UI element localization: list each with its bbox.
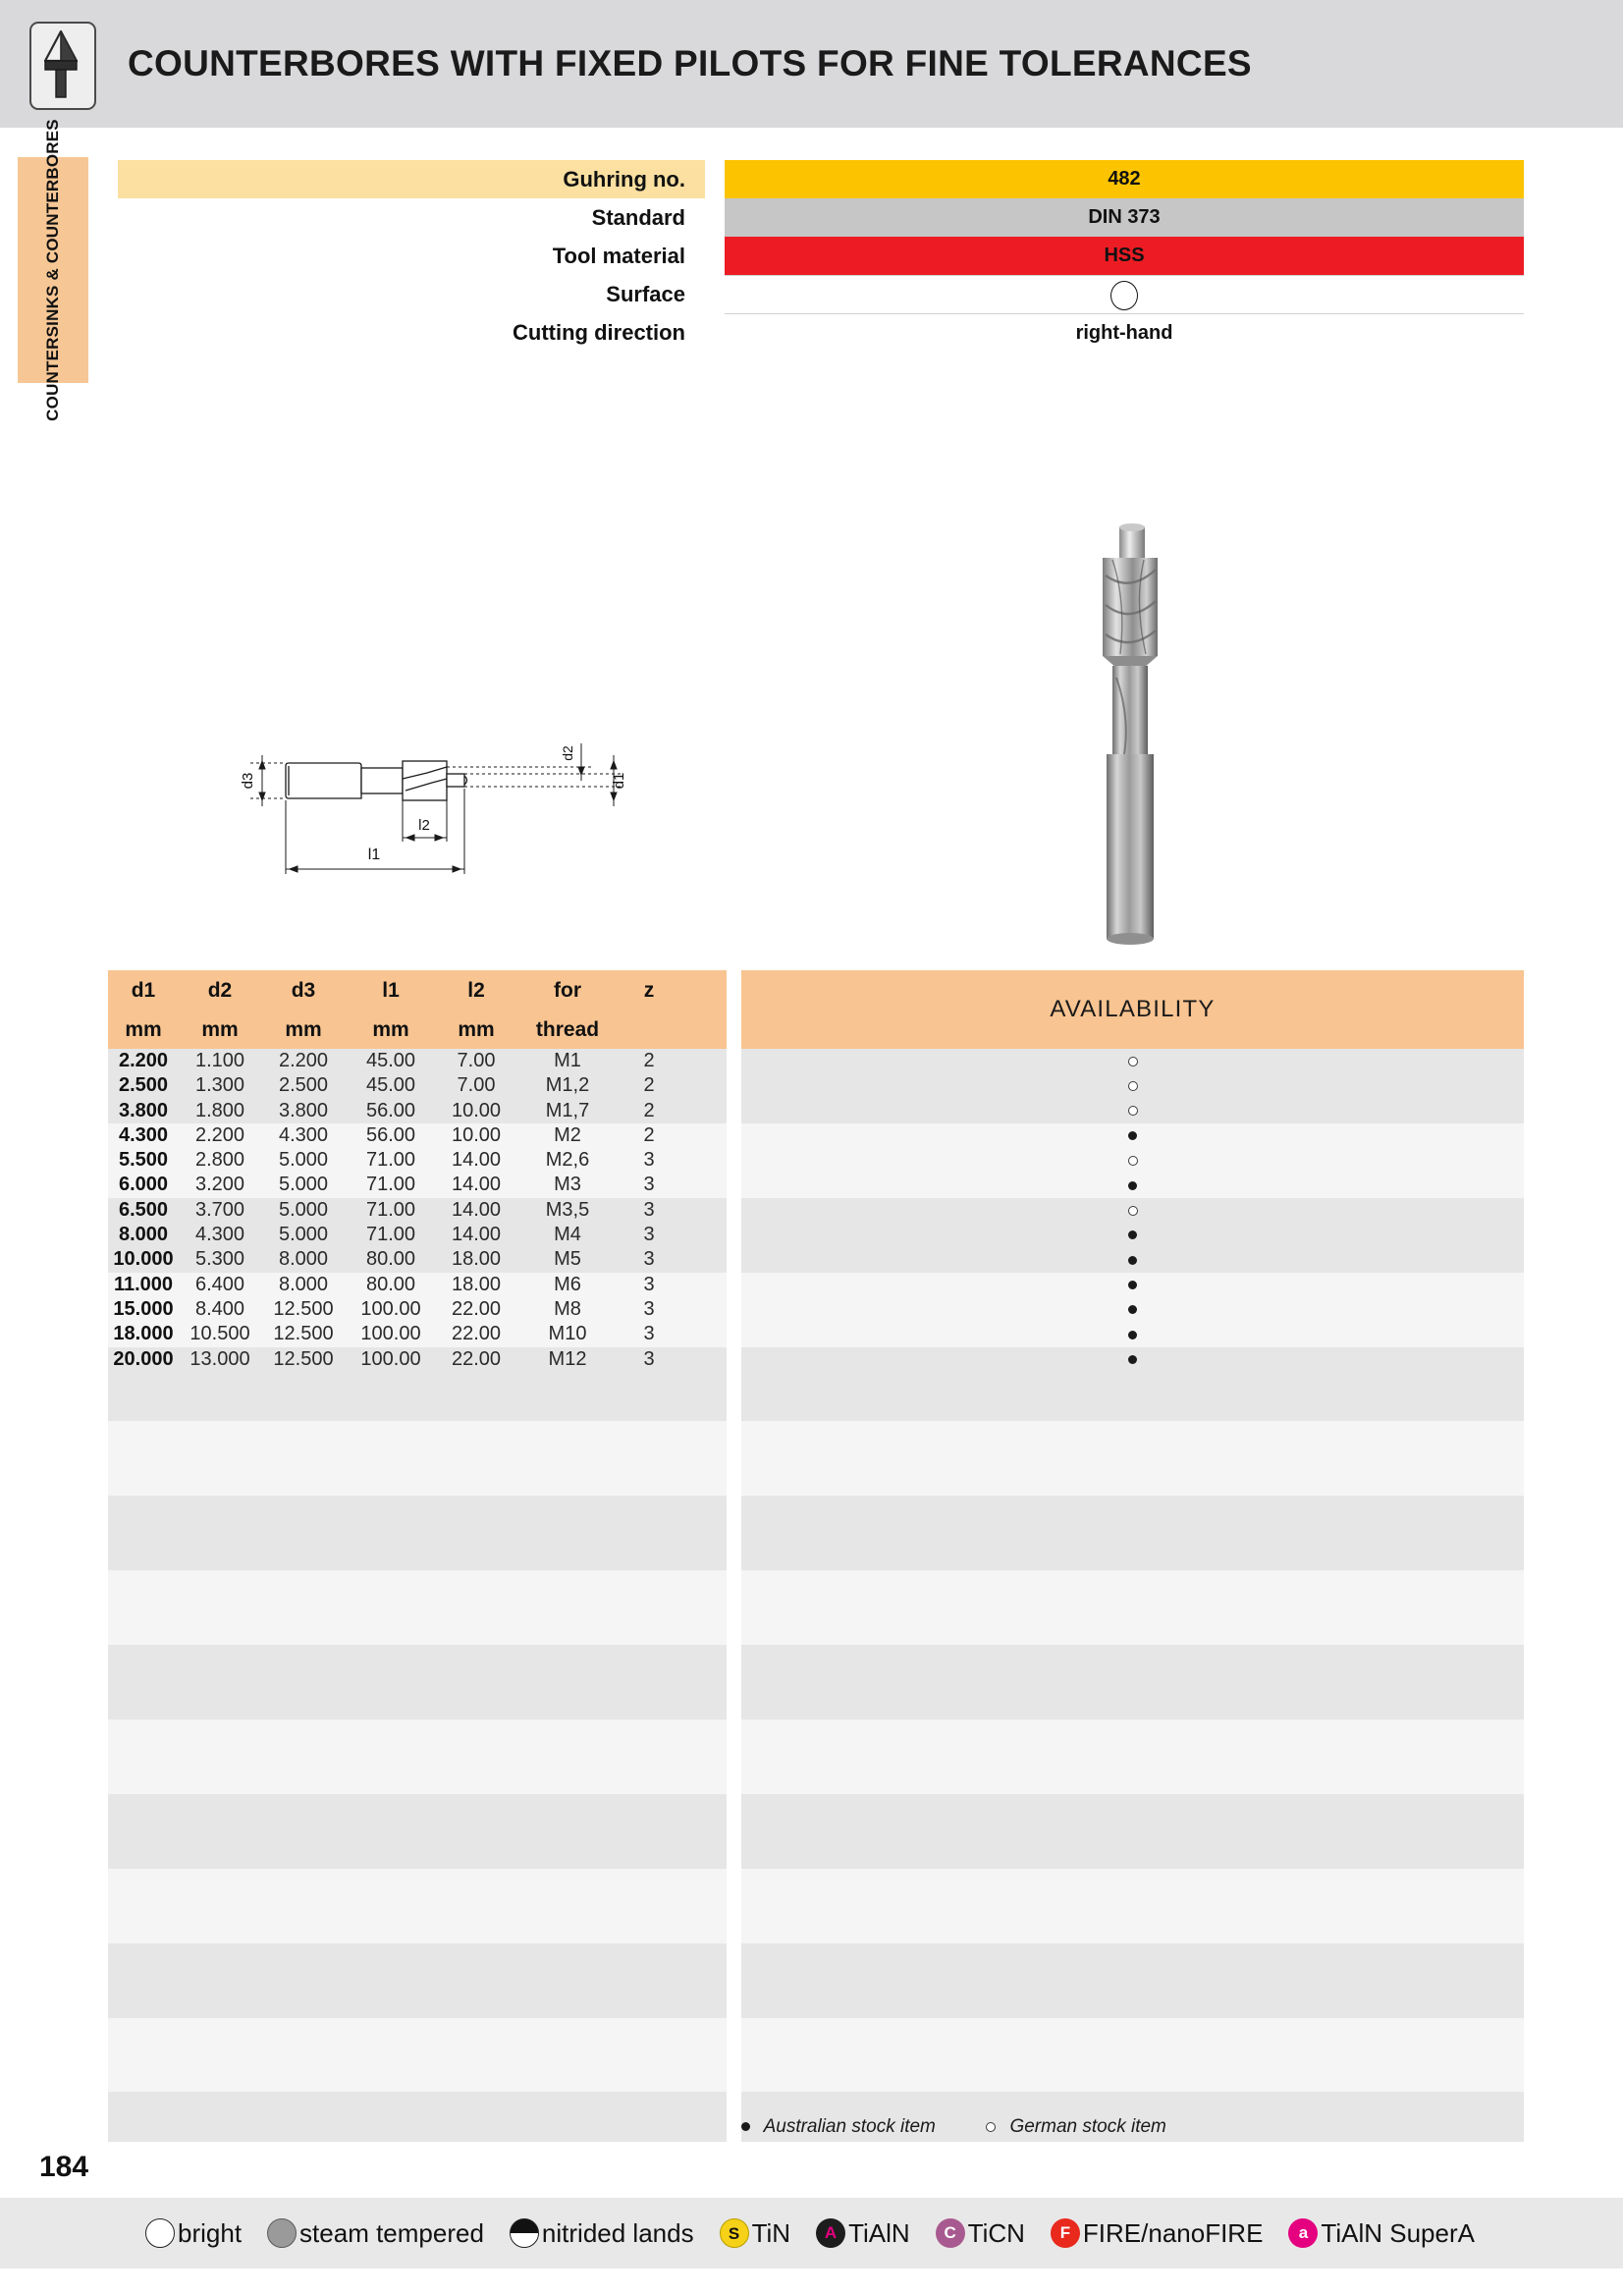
table-row-empty <box>108 2117 727 2142</box>
cell-d1: 11.000 <box>113 1273 174 1295</box>
table-row-empty <box>108 1968 727 1993</box>
coating-legend-item-ticn <box>936 2198 1025 2269</box>
column-unit-5: thread <box>535 1018 600 1041</box>
spec-row-standard <box>118 198 1524 237</box>
cell-l1: 45.00 <box>365 1050 416 1071</box>
cell-d1: 6.500 <box>118 1198 169 1221</box>
filled-dot-icon <box>1128 1256 1137 1265</box>
cell-for: M12 <box>548 1347 587 1370</box>
cell-z: 2 <box>643 1099 655 1121</box>
availability-row-empty <box>741 1943 1524 1968</box>
cell-d1: 15.000 <box>113 1297 174 1320</box>
availability-row-empty <box>741 1844 1524 1869</box>
cell-d1: 4.300 <box>118 1123 169 1146</box>
table-row-empty <box>108 1844 727 1869</box>
open-dot-icon <box>1128 1081 1138 1091</box>
cell-l1: 56.00 <box>365 1123 416 1146</box>
tin-badge-icon: S <box>720 2218 749 2248</box>
cell-l1: 100.00 <box>360 1297 421 1320</box>
column-header-l2: l2 <box>467 979 485 1002</box>
coating-legend-item-fire-nanofire <box>1051 2198 1264 2269</box>
cell-for: M2 <box>554 1123 581 1146</box>
countersink-tool-icon <box>29 22 96 110</box>
cell-l1: 100.00 <box>360 1323 421 1345</box>
spec-row-cutting-direction <box>118 313 1524 352</box>
table-row-empty <box>108 1596 727 1620</box>
table-row-empty <box>108 2092 727 2116</box>
availability-row <box>741 1347 1524 1372</box>
spec-value-tool-material: HSS <box>725 237 1524 275</box>
cell-l2: 22.00 <box>451 1323 502 1345</box>
section-tab-countersinks-counterbores[interactable] <box>18 119 88 421</box>
page-header <box>0 0 1623 128</box>
spec-value-cutting-direction: right-hand <box>725 313 1524 353</box>
cell-d1: 10.000 <box>113 1248 174 1271</box>
availability-row-empty <box>741 1669 1524 1694</box>
supera-badge-icon: a <box>1288 2218 1318 2248</box>
cell-d1: 20.000 <box>113 1347 174 1370</box>
cell-z: 2 <box>643 1123 655 1146</box>
cell-d3: 2.200 <box>278 1050 329 1071</box>
table-row-empty <box>108 1744 727 1769</box>
cell-d3: 12.500 <box>273 1347 334 1370</box>
cell-l1: 71.00 <box>365 1174 416 1196</box>
availability-row-empty <box>741 1918 1524 1942</box>
spec-label: Standard <box>591 205 685 230</box>
availability-row-empty <box>741 1869 1524 1893</box>
coating-legend-label: TiAlN <box>848 2218 910 2248</box>
filled-dot-icon <box>1128 1331 1137 1339</box>
availability-row <box>741 1273 1524 1297</box>
cell-l1: 80.00 <box>365 1248 416 1271</box>
cell-l2: 14.00 <box>451 1198 502 1221</box>
coating-legend-label: FIRE/nanoFIRE <box>1082 2218 1264 2248</box>
cell-d1: 8.000 <box>118 1224 169 1246</box>
availability-row-empty <box>741 1695 1524 1720</box>
availability-row <box>741 1173 1524 1197</box>
cell-z: 3 <box>643 1174 655 1196</box>
availability-row-empty <box>741 1471 1524 1496</box>
cell-z: 3 <box>643 1323 655 1345</box>
cell-for: M1,7 <box>545 1099 590 1121</box>
cell-z: 2 <box>643 1074 655 1097</box>
dim-label-d3: d3 <box>240 772 256 790</box>
availability-row-empty <box>741 1744 1524 1769</box>
cell-d2: 5.300 <box>194 1248 245 1271</box>
coating-legend-label: TiAlN SuperA <box>1321 2218 1475 2248</box>
table-row-empty <box>108 1471 727 1496</box>
table-row-empty <box>108 1546 727 1570</box>
availability-header: AVAILABILITY <box>741 970 1524 1049</box>
availability-row-empty <box>741 1720 1524 1744</box>
table-row-empty <box>108 1869 727 1893</box>
cell-d1: 6.000 <box>118 1174 169 1196</box>
availability-row <box>741 1148 1524 1173</box>
fire-badge-icon: F <box>1051 2218 1080 2248</box>
cell-d3: 5.000 <box>278 1198 329 1221</box>
bright-circle-icon <box>1110 281 1138 310</box>
availability-row-empty <box>741 1521 1524 1546</box>
filled-dot-icon <box>1128 1230 1137 1239</box>
legend-item-australian <box>741 2116 936 2138</box>
cell-for: M3 <box>554 1174 581 1196</box>
table-row <box>108 1099 727 1123</box>
spec-row-guhring-no <box>118 160 1524 198</box>
availability-row <box>741 1073 1524 1098</box>
cell-d1: 18.000 <box>113 1323 174 1345</box>
cell-z: 3 <box>643 1347 655 1370</box>
legend-label: German stock item <box>1009 2116 1166 2137</box>
cell-d2: 6.400 <box>194 1273 245 1295</box>
cell-d2: 1.800 <box>194 1099 245 1121</box>
filled-dot-icon <box>741 2122 750 2131</box>
table-row-empty <box>108 1421 727 1446</box>
availability-row-empty <box>741 2043 1524 2067</box>
availability-row-empty <box>741 2018 1524 2043</box>
cell-z: 2 <box>643 1050 655 1071</box>
table-row-empty <box>108 2067 727 2092</box>
open-dot-icon <box>1128 1057 1138 1066</box>
cell-d2: 10.500 <box>189 1323 250 1345</box>
availability-table-body <box>741 1049 1524 2142</box>
steam-circle-icon <box>267 2218 297 2248</box>
availability-row-empty <box>741 2067 1524 2092</box>
cell-l1: 45.00 <box>365 1074 416 1097</box>
availability-row-empty <box>741 1546 1524 1570</box>
cell-d3: 5.000 <box>278 1149 329 1172</box>
table-row-empty <box>108 1943 727 1968</box>
table-row-empty <box>108 1521 727 1546</box>
table-row <box>108 1173 727 1197</box>
cell-z: 3 <box>643 1198 655 1221</box>
section-tab-label: COUNTERSINKS & COUNTERBORES <box>43 119 62 421</box>
stock-legend <box>741 2116 1527 2146</box>
cell-l2: 10.00 <box>451 1123 502 1146</box>
ticn-badge-icon: C <box>936 2218 965 2248</box>
cell-for: M8 <box>554 1297 581 1320</box>
table-row <box>108 1123 727 1148</box>
cell-for: M3,5 <box>545 1198 590 1221</box>
coating-legend-item-tin <box>720 2198 790 2269</box>
coating-legend-item-bright <box>145 2198 242 2269</box>
table-header-row-2 <box>108 1011 727 1049</box>
cell-l1: 56.00 <box>365 1099 416 1121</box>
coating-legend-label: TiCN <box>967 2218 1025 2248</box>
cell-d1: 5.500 <box>118 1149 169 1172</box>
dim-label-l1: l1 <box>367 847 381 863</box>
table-row-empty <box>108 1396 727 1421</box>
availability-row-empty <box>741 1993 1524 2017</box>
open-dot-icon <box>986 2122 996 2132</box>
cell-for: M4 <box>554 1224 581 1246</box>
cell-l2: 22.00 <box>451 1347 502 1370</box>
table-row <box>108 1049 727 1073</box>
cell-d1: 2.500 <box>118 1074 169 1097</box>
availability-row-empty <box>741 1794 1524 1819</box>
availability-row-empty <box>741 1770 1524 1794</box>
coating-legend-items <box>145 2198 1500 2269</box>
table-row-empty <box>108 1695 727 1720</box>
dim-label-l2: l2 <box>418 817 430 834</box>
availability-row <box>741 1198 1524 1223</box>
table-row-empty <box>108 1794 727 1819</box>
table-row <box>108 1297 727 1322</box>
cell-d3: 12.500 <box>273 1323 334 1345</box>
legend-item-german <box>986 2116 1166 2138</box>
availability-row-empty <box>741 1372 1524 1396</box>
cell-l1: 71.00 <box>365 1149 416 1172</box>
availability-row-empty <box>741 1496 1524 1520</box>
table-row-empty <box>108 2018 727 2043</box>
cell-z: 3 <box>643 1297 655 1320</box>
cell-d2: 13.000 <box>189 1347 250 1370</box>
cell-d3: 5.000 <box>278 1224 329 1246</box>
column-unit-2: mm <box>285 1018 322 1041</box>
counterbore-dimension-drawing <box>231 722 643 889</box>
availability-row-empty <box>741 2092 1524 2116</box>
cell-d2: 2.200 <box>194 1123 245 1146</box>
cell-z: 3 <box>643 1224 655 1246</box>
coating-legend-item-steam-tempered <box>267 2198 484 2269</box>
table-row-empty <box>108 1993 727 2017</box>
column-unit-0: mm <box>125 1018 162 1041</box>
table-row <box>108 1198 727 1223</box>
cell-l1: 71.00 <box>365 1198 416 1221</box>
availability-table <box>741 970 1524 2142</box>
column-header-for: for <box>554 979 581 1002</box>
table-row-empty <box>108 1620 727 1645</box>
cell-l1: 100.00 <box>360 1347 421 1370</box>
cell-d2: 4.300 <box>194 1224 245 1246</box>
availability-row-empty <box>741 1645 1524 1669</box>
table-row <box>108 1247 727 1272</box>
counterbore-tool-photo <box>1065 511 1213 953</box>
cell-z: 3 <box>643 1273 655 1295</box>
availability-row-empty <box>741 1447 1524 1471</box>
coating-legend-label: nitrided lands <box>541 2218 694 2248</box>
cell-l2: 14.00 <box>451 1149 502 1172</box>
cell-l1: 71.00 <box>365 1224 416 1246</box>
cell-l2: 18.00 <box>451 1248 502 1271</box>
cell-d2: 2.800 <box>194 1149 245 1172</box>
nitrided-circle-icon <box>510 2218 539 2248</box>
coating-legend-item-tialn <box>816 2198 910 2269</box>
availability-row <box>741 1049 1524 1073</box>
table-row <box>108 1148 727 1173</box>
filled-dot-icon <box>1128 1355 1137 1364</box>
column-header-d1: d1 <box>131 979 156 1002</box>
coating-legend-label: steam tempered <box>299 2218 484 2248</box>
table-row <box>108 1073 727 1098</box>
filled-dot-icon <box>1128 1131 1137 1140</box>
table-row-empty <box>108 1570 727 1595</box>
table-row-empty <box>108 1819 727 1843</box>
coating-legend-bar <box>0 2198 1623 2269</box>
filled-dot-icon <box>1128 1305 1137 1314</box>
cell-for: M5 <box>554 1248 581 1271</box>
coating-legend-label: bright <box>178 2218 243 2248</box>
open-dot-icon <box>1128 1206 1138 1216</box>
cell-l2: 14.00 <box>451 1224 502 1246</box>
table-row-empty <box>108 1720 727 1744</box>
availability-row-empty <box>741 1596 1524 1620</box>
column-unit-4: mm <box>458 1018 495 1041</box>
cell-d2: 8.400 <box>194 1297 245 1320</box>
cell-for: M1,2 <box>545 1074 590 1097</box>
availability-row <box>741 1223 1524 1247</box>
spec-label: Tool material <box>552 244 685 268</box>
cell-l2: 7.00 <box>457 1050 496 1071</box>
coating-legend-label: TiN <box>751 2218 791 2248</box>
cell-l2: 10.00 <box>451 1099 502 1121</box>
availability-row <box>741 1322 1524 1346</box>
filled-dot-icon <box>1128 1281 1137 1289</box>
availability-row-empty <box>741 1396 1524 1421</box>
cell-z: 3 <box>643 1149 655 1172</box>
cell-d3: 8.000 <box>278 1248 329 1271</box>
cell-d3: 5.000 <box>278 1174 329 1196</box>
availability-row-empty <box>741 1620 1524 1645</box>
table-row <box>108 1322 727 1346</box>
cell-d1: 2.200 <box>118 1050 169 1071</box>
table-row-empty <box>108 1770 727 1794</box>
coating-legend-item-tialn-supera <box>1288 2198 1475 2269</box>
column-unit-1: mm <box>201 1018 239 1041</box>
availability-row <box>741 1099 1524 1123</box>
availability-row <box>741 1247 1524 1272</box>
cell-l2: 18.00 <box>451 1273 502 1295</box>
cell-d1: 3.800 <box>118 1099 169 1121</box>
cell-d3: 8.000 <box>278 1273 329 1295</box>
filled-dot-icon <box>1128 1181 1137 1190</box>
specification-table <box>118 160 1524 352</box>
dim-label-d2: d2 <box>560 745 575 761</box>
coating-legend-item-nitrided-lands <box>510 2198 694 2269</box>
spec-value-standard: DIN 373 <box>725 198 1524 237</box>
cell-for: M6 <box>554 1273 581 1295</box>
table-header-row-1 <box>108 970 727 1011</box>
spec-row-tool-material <box>118 237 1524 275</box>
availability-row-empty <box>741 1819 1524 1843</box>
legend-label: Australian stock item <box>763 2116 936 2137</box>
page-title: COUNTERBORES WITH FIXED PILOTS FOR FINE TOLERANCES <box>128 43 1252 83</box>
table-row <box>108 1223 727 1247</box>
column-header-d3: d3 <box>291 979 316 1002</box>
spec-row-surface <box>118 275 1524 313</box>
cell-l2: 7.00 <box>457 1074 496 1097</box>
column-header-d2: d2 <box>207 979 233 1002</box>
page-number: 184 <box>39 2151 89 2183</box>
spec-value-surface <box>725 275 1524 314</box>
column-header-l1: l1 <box>382 979 400 1002</box>
cell-d3: 2.500 <box>278 1074 329 1097</box>
spec-label: Guhring no. <box>118 160 705 198</box>
table-row-empty <box>108 2043 727 2067</box>
cell-d3: 4.300 <box>278 1123 329 1146</box>
table-row <box>108 1347 727 1372</box>
tialn-badge-icon: A <box>816 2218 845 2248</box>
cell-d2: 1.100 <box>194 1050 245 1071</box>
spec-value-guhring-no: 482 <box>725 160 1524 198</box>
table-row-empty <box>108 1372 727 1396</box>
table-row <box>108 1273 727 1297</box>
dim-label-d1: d1 <box>611 772 627 790</box>
cell-l1: 80.00 <box>365 1273 416 1295</box>
availability-row-empty <box>741 1570 1524 1595</box>
spec-label: Surface <box>606 282 685 306</box>
availability-row-empty <box>741 1421 1524 1446</box>
cell-for: M1 <box>554 1050 581 1071</box>
cell-for: M2,6 <box>545 1149 590 1172</box>
column-header-z: z <box>643 979 655 1002</box>
availability-row-empty <box>741 1893 1524 1918</box>
table-row-empty <box>108 1893 727 1918</box>
cell-for: M10 <box>548 1323 587 1345</box>
table-row-empty <box>108 1496 727 1520</box>
table-row-empty <box>108 1447 727 1471</box>
table-row-empty <box>108 1918 727 1942</box>
cell-d3: 12.500 <box>273 1297 334 1320</box>
cell-d3: 3.800 <box>278 1099 329 1121</box>
cell-z: 3 <box>643 1248 655 1271</box>
table-row-empty <box>108 1669 727 1694</box>
dimension-table <box>108 970 727 2142</box>
dimension-table-body <box>108 1049 727 2142</box>
column-unit-3: mm <box>372 1018 409 1041</box>
availability-row-empty <box>741 1968 1524 1993</box>
open-dot-icon <box>1128 1156 1138 1166</box>
spec-label: Cutting direction <box>513 320 685 345</box>
table-row-empty <box>108 1645 727 1669</box>
bright-circle-icon <box>145 2218 175 2248</box>
cell-l2: 22.00 <box>451 1297 502 1320</box>
availability-row <box>741 1297 1524 1322</box>
cell-l2: 14.00 <box>451 1174 502 1196</box>
availability-row <box>741 1123 1524 1148</box>
open-dot-icon <box>1128 1106 1138 1116</box>
cell-d2: 3.200 <box>194 1174 245 1196</box>
cell-d2: 3.700 <box>194 1198 245 1221</box>
cell-d2: 1.300 <box>194 1074 245 1097</box>
